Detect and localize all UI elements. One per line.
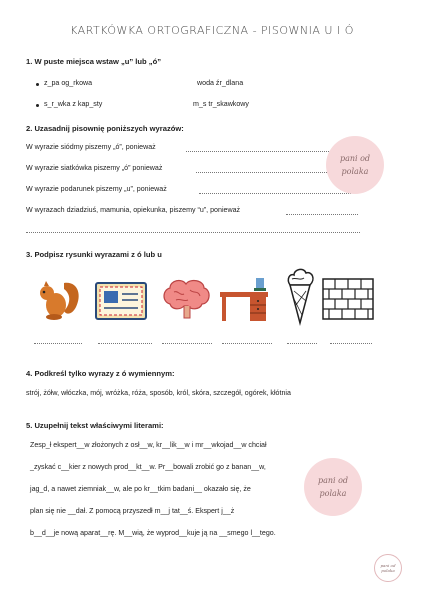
label-line[interactable] <box>34 343 82 344</box>
fill-in-line: _zyskać c__kier z nowych prod__kt__w. Pr__bowali zrobić go z banan__w, <box>30 463 266 471</box>
section-4-heading: 4. Podkreśl tylko wyrazy z ó wymiennym: <box>26 369 175 378</box>
exercise-item: woda źr_dlana <box>197 79 244 87</box>
bullet <box>36 83 39 86</box>
justification-line: W wyrazie siatkówka piszemy „ó” ponieważ <box>26 164 163 172</box>
stamp-text: polaka <box>381 568 395 573</box>
stamp-text: pani od <box>380 563 396 568</box>
ice-cream-icon <box>282 265 318 327</box>
answer-line[interactable] <box>186 151 351 152</box>
fill-in-line: Zesp_ł ekspert__w złożonych z osł__w, kr__lik__w i mr__wkojad__w chciał <box>30 441 267 449</box>
desk-icon <box>216 274 272 324</box>
label-line[interactable] <box>287 343 317 344</box>
stamp-logo-small <box>374 554 402 582</box>
section-2-heading: 2. Uzasadnij pisownię poniższych wyrazów: <box>26 124 184 133</box>
word-list: strój, żółw, włóczka, mój, wróżka, róża, sposób, król, skóra, szczegół, ogórek, kłótnia <box>26 389 291 397</box>
fill-in-line: plan się nie __dał. Z pomocą przyszedł m__j tat__ś. Ekspert j__ż <box>30 507 235 515</box>
section-5-heading: 5. Uzupełnij tekst właściwymi literami: <box>26 421 164 430</box>
answer-line[interactable] <box>286 214 358 215</box>
label-line[interactable] <box>222 343 272 344</box>
fill-in-line: jag_d, a nawet ziemniak__w, ale po kr__tkim badani__ okazało się, że <box>30 485 251 493</box>
exercise-item: z_pa og_rkowa <box>44 79 93 87</box>
section-1-heading: 1. W puste miejsca wstaw „u” lub „ó” <box>26 57 162 66</box>
stamp-text: pani od <box>339 154 371 163</box>
answer-line[interactable] <box>26 232 360 233</box>
justification-line: W wyrazie siódmy piszemy „ó”, ponieważ <box>26 143 156 151</box>
page-title: KARTKÓWKA ORTOGRAFICZNA - PISOWNIA U I Ó <box>70 24 354 37</box>
brick-wall-icon <box>322 278 374 320</box>
fill-in-line: b__d__je nową aparat__rę. M__wią, że wyprod__kuje ją na __smego l__tego. <box>30 529 276 537</box>
postcard-icon <box>94 280 148 322</box>
stamp-logo <box>326 136 384 194</box>
stamp-text: polaka <box>319 489 347 498</box>
justification-line: W wyrazie podarunek piszemy „u”, ponieważ <box>26 185 167 193</box>
label-line[interactable] <box>162 343 212 344</box>
exercise-item: s_r_wka z kap_sty <box>44 100 103 108</box>
stamp-text: polaka <box>341 167 369 176</box>
exercise-item: m_s tr_skawkowy <box>193 100 249 108</box>
stamp-text: pani od <box>317 476 349 485</box>
bullet <box>36 104 39 107</box>
brain-icon <box>160 276 212 324</box>
section-3-heading: 3. Podpisz rysunki wyrazami z ó lub u <box>26 250 162 259</box>
answer-line[interactable] <box>199 193 351 194</box>
justification-line: W wyrazach dziadziuś, mamunia, opiekunka, piszemy “u”, ponieważ <box>26 206 241 214</box>
label-line[interactable] <box>330 343 372 344</box>
stamp-logo <box>304 458 362 516</box>
label-line[interactable] <box>98 343 152 344</box>
squirrel-icon <box>34 275 84 325</box>
